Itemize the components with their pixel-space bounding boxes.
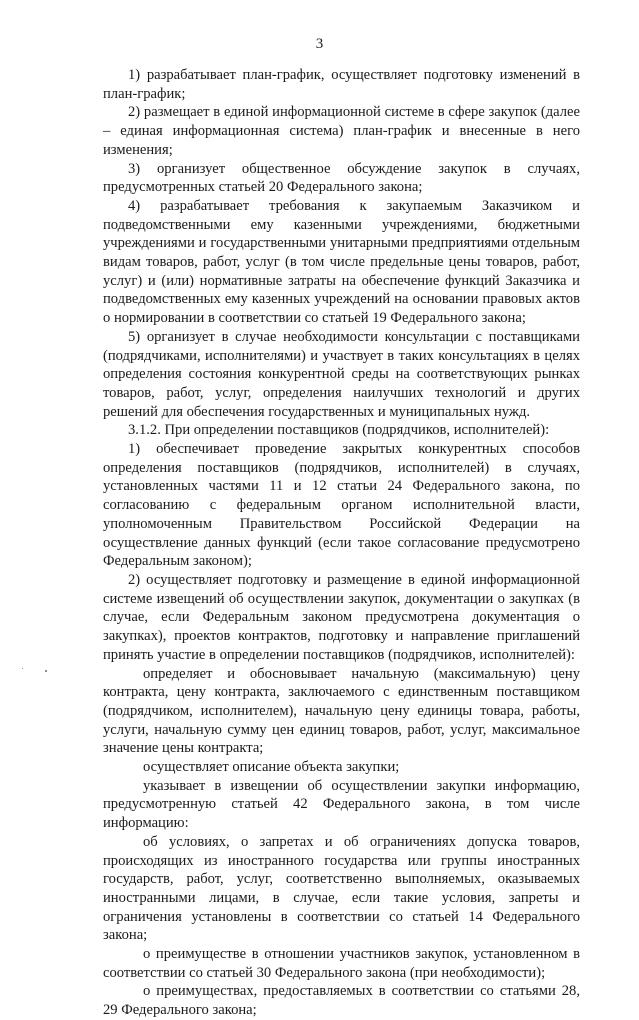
document-body xyxy=(103,66,580,1020)
paragraph-foreign-restrictions: об условиях, о запретах и об ограничениях допуска товаров, происходящих из иностранного государства или группы иностранных государств, работ, услуг, соответственно выполняемых, оказываемых иностранными лицами, в случае, если такие условия, запреты и ограничения установлены в соответствии со статьей 14 Федерального закона; xyxy=(103,833,580,944)
paragraph-requirements: 4) разрабатывает требования к закупаемым Заказчиком и подведомственными ему казенными учреждениями, бюджетными учреждениями и государственными унитарными предприятиями отдельным видам товаров, работ, услуг (в том числе предельные цены товаров, работ, услуг) и (или) нормативные затраты на обеспечение функций Заказчика и подведомственных ему казенных учреждений на основании правовых актов о нормировании в соответствии со статьей 19 Федерального закона; xyxy=(103,197,580,327)
paragraph-publish-plan: 2) размещает в единой информационной системе в сфере закупок (далее – единая информационная система) план-график и внесенные в него изменения; xyxy=(103,104,580,158)
paragraph-plan-schedule: 1) разрабатывает план-график, осуществляет подготовку изменений в план-график; xyxy=(103,67,580,102)
paragraph-public-discussion: 3) организует общественное обсуждение закупок в случаях, предусмотренных статьей 20 Федерального закона; xyxy=(103,160,580,196)
paragraph-article-30-advantage: о преимуществе в отношении участников закупок, установленном в соответствии со статьей 30 Федерального закона (при необходимости); xyxy=(103,946,580,981)
page-number: 3 xyxy=(315,36,324,52)
scan-speck xyxy=(22,668,23,669)
paragraph-consultations: 5) организует в случае необходимости консультации с поставщиками (подрядчиками, исполнителями) и участвует в таких консультациях в целях определения состояния конкурентной среды на соответствующих рынках товаров, работ, услуг, определения наилучших технологий и других решений для обеспечения государственных и муниципальных нужд. xyxy=(103,328,580,420)
paragraph-articles-28-29: о преимуществах, предоставляемых в соответствии со статьями 28, 29 Федерального закона; xyxy=(103,983,580,1019)
scan-speck xyxy=(45,670,47,672)
section-heading-3-1-2: 3.1.2. При определении поставщиков (подрядчиков, исполнителей): xyxy=(128,422,550,439)
paragraph-notice-info: указывает в извещении об осуществлении закупки информацию, предусмотренную статьей 42 Федерального закона, в том числе информацию: xyxy=(103,777,580,832)
paragraph-closed-procedures: 1) обеспечивает проведение закрытых конкурентных способов определения поставщиков (подрядчиков, исполнителей) в случаях, установленных частями 11 и 12 статьи 24 Федерального закона, по согласованию с федеральным органом исполнительной власти, уполномоченным Правительством Российской Федерации на осуществление данных функций (если такое согласование предусмотрено Федеральным законом); xyxy=(103,441,580,570)
paragraph-object-description: осуществляет описание объекта закупки; xyxy=(143,759,400,776)
paragraph-notices-preparation: 2) осуществляет подготовку и размещение в единой информационной системе извещений об осуществлении закупок, документации о закупках (в случае, если Федеральным законом предусмотрена документация о закупках), проектов контрактов, подготовку и направление приглашений принять участие в определении поставщиков (подрядчиков, исполнителей): xyxy=(103,571,580,663)
paragraph-initial-price: определяет и обосновывает начальную (максимальную) цену контракта, цену контракта, заключаемого с единственным поставщиком (подрядчиком, исполнителем), начальную цену единицы товара, работы, услуги, начальную сумму цен единиц товаров, работ, услуг, максимальное значение цены контракта; xyxy=(103,665,580,757)
